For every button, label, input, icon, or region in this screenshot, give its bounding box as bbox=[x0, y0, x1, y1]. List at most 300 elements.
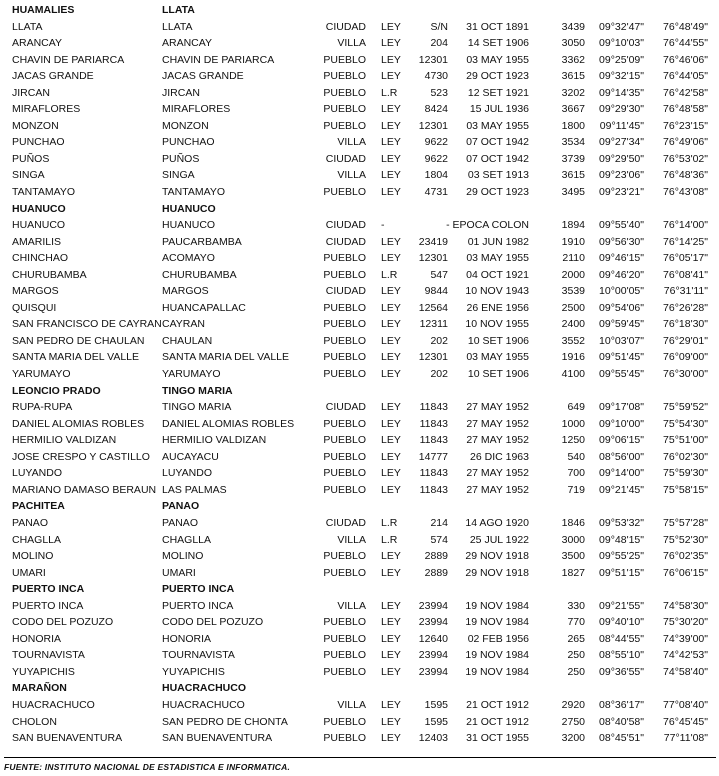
altitude: 3495 bbox=[561, 186, 585, 199]
province-capital: PANAO bbox=[162, 500, 200, 513]
district-name: JACAS GRANDE bbox=[12, 70, 94, 83]
capital-name: CAYRAN bbox=[162, 318, 205, 331]
longitude: 76°31'11" bbox=[663, 285, 708, 298]
capital-name: SINGA bbox=[162, 169, 195, 182]
altitude: 2000 bbox=[561, 268, 585, 281]
longitude: 75°52'30" bbox=[663, 533, 708, 546]
longitude: 76°14'25" bbox=[663, 235, 708, 248]
table-row bbox=[0, 598, 719, 615]
creation-date: 19 NOV 1984 bbox=[465, 599, 529, 612]
capital-name: HUANUCO bbox=[162, 219, 216, 232]
province-capital: PUERTO INCA bbox=[162, 583, 235, 596]
table-row bbox=[0, 730, 719, 747]
latitude: 09°10'00" bbox=[599, 417, 644, 430]
district-name: HERMILIO VALDIZAN bbox=[12, 434, 117, 447]
creation-date: 29 NOV 1918 bbox=[465, 550, 529, 563]
category: PUEBLO bbox=[323, 632, 366, 645]
table-row bbox=[0, 664, 719, 681]
category: PUEBLO bbox=[323, 434, 366, 447]
longitude: 76°49'06" bbox=[663, 136, 708, 149]
capital-name: PAUCARBAMBA bbox=[162, 235, 242, 248]
altitude: 330 bbox=[567, 599, 585, 612]
district-name: PUERTO INCA bbox=[12, 599, 84, 612]
longitude: 75°59'30" bbox=[663, 467, 708, 480]
category: PUEBLO bbox=[323, 186, 366, 199]
category: PUEBLO bbox=[323, 301, 366, 314]
legal-type: LEY bbox=[381, 119, 401, 132]
legal-type: LEY bbox=[381, 37, 401, 50]
latitude: 09°14'35" bbox=[599, 86, 644, 99]
table-row bbox=[0, 52, 719, 69]
altitude: 1916 bbox=[561, 351, 585, 364]
legal-type: L.R bbox=[381, 86, 398, 99]
law-number: 202 bbox=[430, 334, 448, 347]
legal-type: LEY bbox=[381, 351, 401, 364]
latitude: 09°29'50" bbox=[599, 152, 644, 165]
district-table bbox=[0, 2, 719, 747]
longitude: 76°14'00" bbox=[663, 219, 708, 232]
category: PUEBLO bbox=[323, 318, 366, 331]
law-number: 523 bbox=[430, 86, 448, 99]
law-number: 23994 bbox=[418, 649, 448, 662]
table-row bbox=[0, 184, 719, 201]
legal-type: L.R bbox=[381, 268, 398, 281]
creation-date: 26 DIC 1963 bbox=[470, 450, 529, 463]
category: VILLA bbox=[337, 599, 366, 612]
longitude: 75°59'52" bbox=[663, 401, 708, 414]
district-name: SINGA bbox=[12, 169, 45, 182]
table-row bbox=[0, 283, 719, 300]
creation-date: 07 OCT 1942 bbox=[466, 152, 529, 165]
altitude: 3000 bbox=[561, 533, 585, 546]
law-number: 11843 bbox=[419, 434, 448, 447]
capital-name: PANAO bbox=[162, 516, 198, 529]
province-header-row bbox=[0, 2, 719, 19]
legal-type: LEY bbox=[381, 698, 401, 711]
legal-type: LEY bbox=[381, 285, 401, 298]
altitude: 3539 bbox=[561, 285, 585, 298]
longitude: 75°58'15" bbox=[663, 483, 708, 496]
district-name: MARGOS bbox=[12, 285, 59, 298]
capital-name: UMARI bbox=[162, 566, 196, 579]
category: VILLA bbox=[337, 169, 366, 182]
legal-type: LEY bbox=[381, 599, 401, 612]
legal-type: LEY bbox=[381, 136, 401, 149]
category: PUEBLO bbox=[323, 616, 366, 629]
creation-date: 29 OCT 1923 bbox=[466, 70, 529, 83]
table-row bbox=[0, 333, 719, 350]
altitude: 770 bbox=[567, 616, 585, 629]
law-number: 23994 bbox=[418, 665, 448, 678]
latitude: 10°03'07" bbox=[599, 334, 644, 347]
capital-name: PUÑOS bbox=[162, 152, 200, 165]
legal-type: LEY bbox=[381, 20, 401, 33]
table-row bbox=[0, 399, 719, 416]
category: PUEBLO bbox=[323, 483, 366, 496]
district-name: AMARILIS bbox=[12, 235, 62, 248]
law-number: 214 bbox=[430, 516, 448, 529]
longitude: 76°45'45" bbox=[663, 715, 708, 728]
creation-date: 27 MAY 1952 bbox=[466, 467, 529, 480]
latitude: 09°11'45" bbox=[599, 119, 644, 132]
district-name: YUYAPICHIS bbox=[12, 665, 75, 678]
legal-type: LEY bbox=[381, 318, 401, 331]
capital-name: HUACRACHUCO bbox=[162, 698, 245, 711]
legal-type: L.R bbox=[381, 533, 398, 546]
law-number: 574 bbox=[430, 533, 448, 546]
table-row bbox=[0, 532, 719, 549]
longitude: 76°53'02" bbox=[663, 152, 708, 165]
table-row bbox=[0, 697, 719, 714]
capital-name: ARANCAY bbox=[162, 37, 212, 50]
law-number: 11843 bbox=[419, 401, 448, 414]
category: PUEBLO bbox=[323, 86, 366, 99]
category: CIUDAD bbox=[325, 516, 366, 529]
legal-type: LEY bbox=[381, 665, 401, 678]
creation-date: 01 JUN 1982 bbox=[467, 235, 529, 248]
capital-name: LLATA bbox=[162, 20, 193, 33]
law-number: 11843 bbox=[419, 417, 448, 430]
creation-date: 02 FEB 1956 bbox=[467, 632, 529, 645]
district-name: MARIANO DAMASO BERAUN bbox=[12, 483, 157, 496]
creation-date: 29 NOV 1918 bbox=[465, 566, 529, 579]
capital-name: HONORIA bbox=[162, 632, 212, 645]
province-name: PACHITEA bbox=[12, 500, 65, 513]
latitude: 09°29'30" bbox=[599, 103, 644, 116]
longitude: 76°26'28" bbox=[663, 301, 708, 314]
category: PUEBLO bbox=[323, 550, 366, 563]
legal-type: LEY bbox=[381, 715, 401, 728]
category: VILLA bbox=[337, 37, 366, 50]
creation-date: 03 MAY 1955 bbox=[466, 252, 529, 265]
altitude: 3200 bbox=[561, 732, 585, 745]
category: VILLA bbox=[337, 533, 366, 546]
latitude: 09°46'15" bbox=[599, 252, 644, 265]
source-footnote: FUENTE: INSTITUTO NACIONAL DE ESTADISTICA E INFORMATICA. bbox=[4, 762, 291, 772]
district-name: CHINCHAO bbox=[12, 252, 69, 265]
longitude: 76°18'30" bbox=[663, 318, 708, 331]
longitude: 76°06'15" bbox=[663, 566, 708, 579]
creation-date: 03 SET 1913 bbox=[467, 169, 529, 182]
capital-name: CHURUBAMBA bbox=[162, 268, 237, 281]
legal-type: LEY bbox=[381, 235, 401, 248]
district-name: QUISQUI bbox=[12, 301, 57, 314]
legal-type: LEY bbox=[381, 53, 401, 66]
longitude: 75°30'20" bbox=[663, 616, 708, 629]
longitude: 76°02'35" bbox=[663, 550, 708, 563]
legal-type: LEY bbox=[381, 252, 401, 265]
capital-name: CHAULAN bbox=[162, 334, 213, 347]
longitude: 76°43'08" bbox=[663, 186, 708, 199]
latitude: 09°59'45" bbox=[599, 318, 644, 331]
capital-name: SAN BUENAVENTURA bbox=[162, 732, 273, 745]
latitude: 09°23'06" bbox=[599, 169, 644, 182]
altitude: 1800 bbox=[561, 119, 585, 132]
altitude: 250 bbox=[567, 665, 585, 678]
creation-date: 10 SET 1906 bbox=[467, 368, 529, 381]
capital-name: TOURNAVISTA bbox=[162, 649, 235, 662]
longitude: 75°51'00" bbox=[663, 434, 708, 447]
longitude: 76°08'41" bbox=[663, 268, 708, 281]
law-number: 9622 bbox=[424, 152, 448, 165]
longitude: 76°48'58" bbox=[663, 103, 708, 116]
law-number: 14777 bbox=[418, 450, 448, 463]
creation-date: 14 SET 1906 bbox=[467, 37, 529, 50]
altitude: 1827 bbox=[561, 566, 585, 579]
legal-type: L.R bbox=[381, 516, 398, 529]
longitude: 77°11'08" bbox=[663, 732, 708, 745]
law-number: 12301 bbox=[418, 53, 448, 66]
district-name: CHOLON bbox=[12, 715, 57, 728]
law-number: 2889 bbox=[424, 566, 448, 579]
legal-type: LEY bbox=[381, 550, 401, 563]
province-capital: LLATA bbox=[162, 4, 195, 16]
law-number: 23994 bbox=[418, 616, 448, 629]
table-row bbox=[0, 714, 719, 731]
district-name: HUANUCO bbox=[12, 219, 66, 232]
district-name: CODO DEL POZUZO bbox=[12, 616, 114, 629]
capital-name: JACAS GRANDE bbox=[162, 70, 244, 83]
capital-name: PUNCHAO bbox=[162, 136, 215, 149]
table-row bbox=[0, 631, 719, 648]
category: PUEBLO bbox=[323, 450, 366, 463]
table-row bbox=[0, 85, 719, 102]
table-row bbox=[0, 316, 719, 333]
table-row bbox=[0, 515, 719, 532]
legal-type: LEY bbox=[381, 70, 401, 83]
law-number: 12301 bbox=[418, 252, 448, 265]
table-row bbox=[0, 167, 719, 184]
district-name: SANTA MARIA DEL VALLE bbox=[12, 351, 140, 364]
law-number: 202 bbox=[430, 368, 448, 381]
capital-name: HERMILIO VALDIZAN bbox=[162, 434, 267, 447]
law-number: 4731 bbox=[424, 186, 448, 199]
altitude: 3667 bbox=[561, 103, 585, 116]
law-number: 11843 bbox=[419, 483, 448, 496]
legal-type: LEY bbox=[381, 450, 401, 463]
district-name: MOLINO bbox=[12, 550, 54, 563]
creation-date: 29 OCT 1923 bbox=[466, 186, 529, 199]
province-capital: TINGO MARIA bbox=[162, 384, 233, 397]
province-name: HUANUCO bbox=[12, 202, 66, 215]
province-name: HUAMALIES bbox=[12, 4, 75, 16]
capital-name: YARUMAYO bbox=[162, 368, 221, 381]
capital-name: CODO DEL POZUZO bbox=[162, 616, 264, 629]
latitude: 09°54'06" bbox=[599, 301, 644, 314]
district-name: UMARI bbox=[12, 566, 46, 579]
longitude: 76°42'58" bbox=[663, 86, 708, 99]
capital-name: SANTA MARIA DEL VALLE bbox=[162, 351, 290, 364]
footer-divider bbox=[4, 757, 716, 758]
law-number: 8424 bbox=[424, 103, 448, 116]
district-name: ARANCAY bbox=[12, 37, 62, 50]
district-name: JIRCAN bbox=[12, 86, 50, 99]
longitude: 76°44'55" bbox=[663, 37, 708, 50]
capital-name: MONZON bbox=[162, 119, 209, 132]
altitude: 1000 bbox=[561, 417, 585, 430]
table-row bbox=[0, 432, 719, 449]
law-number: 9844 bbox=[424, 285, 448, 298]
table-row bbox=[0, 647, 719, 664]
district-name: TANTAMAYO bbox=[12, 186, 75, 199]
category: PUEBLO bbox=[323, 566, 366, 579]
category: PUEBLO bbox=[323, 252, 366, 265]
district-name: SAN BUENAVENTURA bbox=[12, 732, 123, 745]
altitude: 250 bbox=[567, 649, 585, 662]
category: PUEBLO bbox=[323, 53, 366, 66]
table-row bbox=[0, 217, 719, 234]
creation-date: 12 SET 1921 bbox=[467, 86, 529, 99]
table-row bbox=[0, 349, 719, 366]
creation-date: 19 NOV 1984 bbox=[465, 665, 529, 678]
latitude: 09°55'45" bbox=[599, 368, 644, 381]
capital-name: HUANCAPALLAC bbox=[162, 301, 246, 314]
capital-name: AUCAYACU bbox=[162, 450, 219, 463]
category: VILLA bbox=[337, 136, 366, 149]
law-number: 204 bbox=[430, 37, 448, 50]
district-name: CHAVIN DE PARIARCA bbox=[12, 53, 125, 66]
category: CIUDAD bbox=[325, 235, 366, 248]
capital-name: LAS PALMAS bbox=[162, 483, 227, 496]
altitude: 3500 bbox=[561, 550, 585, 563]
table-row bbox=[0, 267, 719, 284]
creation-date: 03 MAY 1955 bbox=[466, 351, 529, 364]
creation-date: 07 OCT 1942 bbox=[466, 136, 529, 149]
latitude: 09°14'00" bbox=[599, 467, 644, 480]
altitude: 2920 bbox=[561, 698, 585, 711]
longitude: 74°58'30" bbox=[663, 599, 708, 612]
district-name: PUNCHAO bbox=[12, 136, 65, 149]
creation-date: 10 SET 1906 bbox=[467, 334, 529, 347]
district-name: CHURUBAMBA bbox=[12, 268, 87, 281]
legal-type: - bbox=[381, 219, 385, 232]
district-name: DANIEL ALOMIAS ROBLES bbox=[12, 417, 145, 430]
longitude: 74°42'53" bbox=[663, 649, 708, 662]
law-number: S/N bbox=[430, 20, 448, 33]
latitude: 09°51'45" bbox=[599, 351, 644, 364]
capital-name: SAN PEDRO DE CHONTA bbox=[162, 715, 288, 728]
law-number: 12311 bbox=[419, 318, 448, 331]
longitude: 76°44'05" bbox=[663, 70, 708, 83]
province-header-row bbox=[0, 581, 719, 598]
altitude: 540 bbox=[567, 450, 585, 463]
creation-date: 21 OCT 1912 bbox=[466, 715, 529, 728]
capital-name: ACOMAYO bbox=[162, 252, 215, 265]
creation-date: 25 JUL 1922 bbox=[469, 533, 529, 546]
creation-date: 27 MAY 1952 bbox=[466, 434, 529, 447]
law-number: 12301 bbox=[418, 119, 448, 132]
category: PUEBLO bbox=[323, 368, 366, 381]
category: PUEBLO bbox=[323, 334, 366, 347]
altitude: 1250 bbox=[561, 434, 585, 447]
longitude: 74°39'00" bbox=[663, 632, 708, 645]
category: PUEBLO bbox=[323, 103, 366, 116]
law-number: 1595 bbox=[424, 698, 448, 711]
latitude: 09°21'55" bbox=[599, 599, 644, 612]
altitude: 3552 bbox=[561, 334, 585, 347]
latitude: 08°55'10" bbox=[599, 649, 644, 662]
latitude: 09°46'20" bbox=[599, 268, 644, 281]
capital-name: TINGO MARIA bbox=[162, 401, 232, 414]
legal-type: LEY bbox=[381, 616, 401, 629]
legal-type: LEY bbox=[381, 103, 401, 116]
capital-name: MARGOS bbox=[162, 285, 209, 298]
longitude: 76°48'49" bbox=[663, 20, 708, 33]
law-number: 1804 bbox=[424, 169, 448, 182]
legal-type: LEY bbox=[381, 467, 401, 480]
altitude: 719 bbox=[567, 483, 585, 496]
legal-type: LEY bbox=[381, 301, 401, 314]
table-row bbox=[0, 465, 719, 482]
district-name: TOURNAVISTA bbox=[12, 649, 85, 662]
province-header-row bbox=[0, 383, 719, 400]
legal-type: LEY bbox=[381, 368, 401, 381]
altitude: 2110 bbox=[562, 252, 585, 265]
category: PUEBLO bbox=[323, 715, 366, 728]
latitude: 08°36'17" bbox=[599, 698, 644, 711]
district-name: PANAO bbox=[12, 516, 48, 529]
capital-name: CHAVIN DE PARIARCA bbox=[162, 53, 275, 66]
longitude: 76°46'06" bbox=[663, 53, 708, 66]
creation-date: 26 ENE 1956 bbox=[466, 301, 529, 314]
longitude: 76°05'17" bbox=[663, 252, 708, 265]
province-name: MARAÑON bbox=[12, 682, 67, 695]
district-name: CHAGLLA bbox=[12, 533, 62, 546]
altitude: 4100 bbox=[561, 368, 585, 381]
creation-date: 19 NOV 1984 bbox=[465, 616, 529, 629]
legal-type: LEY bbox=[381, 566, 401, 579]
latitude: 08°45'51" bbox=[599, 732, 644, 745]
law-number: 12564 bbox=[418, 301, 448, 314]
category: PUEBLO bbox=[323, 119, 366, 132]
legal-type: LEY bbox=[381, 401, 401, 414]
table-row bbox=[0, 19, 719, 36]
capital-name: JIRCAN bbox=[162, 86, 200, 99]
altitude: 265 bbox=[567, 632, 585, 645]
altitude: 3615 bbox=[561, 70, 585, 83]
category: PUEBLO bbox=[323, 732, 366, 745]
latitude: 09°55'25" bbox=[599, 550, 644, 563]
province-header-row bbox=[0, 201, 719, 218]
latitude: 08°44'55" bbox=[599, 632, 644, 645]
creation-date: 10 NOV 1943 bbox=[465, 285, 529, 298]
table-row bbox=[0, 35, 719, 52]
latitude: 09°32'47" bbox=[599, 20, 644, 33]
district-name: PUÑOS bbox=[12, 152, 50, 165]
district-name: MIRAFLORES bbox=[12, 103, 81, 116]
creation-date: 31 OCT 1955 bbox=[466, 732, 529, 745]
altitude: 2400 bbox=[561, 318, 585, 331]
legal-type: LEY bbox=[381, 732, 401, 745]
capital-name: LUYANDO bbox=[162, 467, 212, 480]
altitude: 1846 bbox=[561, 516, 585, 529]
district-name: JOSE CRESPO Y CASTILLO bbox=[12, 450, 150, 463]
law-number: 9622 bbox=[424, 136, 448, 149]
latitude: 09°56'30" bbox=[599, 235, 644, 248]
legal-type: LEY bbox=[381, 632, 401, 645]
longitude: 76°30'00" bbox=[663, 368, 708, 381]
latitude: 09°40'10" bbox=[599, 616, 644, 629]
creation-date: 31 OCT 1891 bbox=[466, 20, 529, 33]
longitude: 76°48'36" bbox=[663, 169, 708, 182]
district-name: HONORIA bbox=[12, 632, 62, 645]
table-row bbox=[0, 68, 719, 85]
creation-date: 21 OCT 1912 bbox=[466, 698, 529, 711]
category: VILLA bbox=[337, 698, 366, 711]
legal-type: LEY bbox=[381, 169, 401, 182]
category: PUEBLO bbox=[323, 649, 366, 662]
latitude: 09°27'34" bbox=[599, 136, 644, 149]
